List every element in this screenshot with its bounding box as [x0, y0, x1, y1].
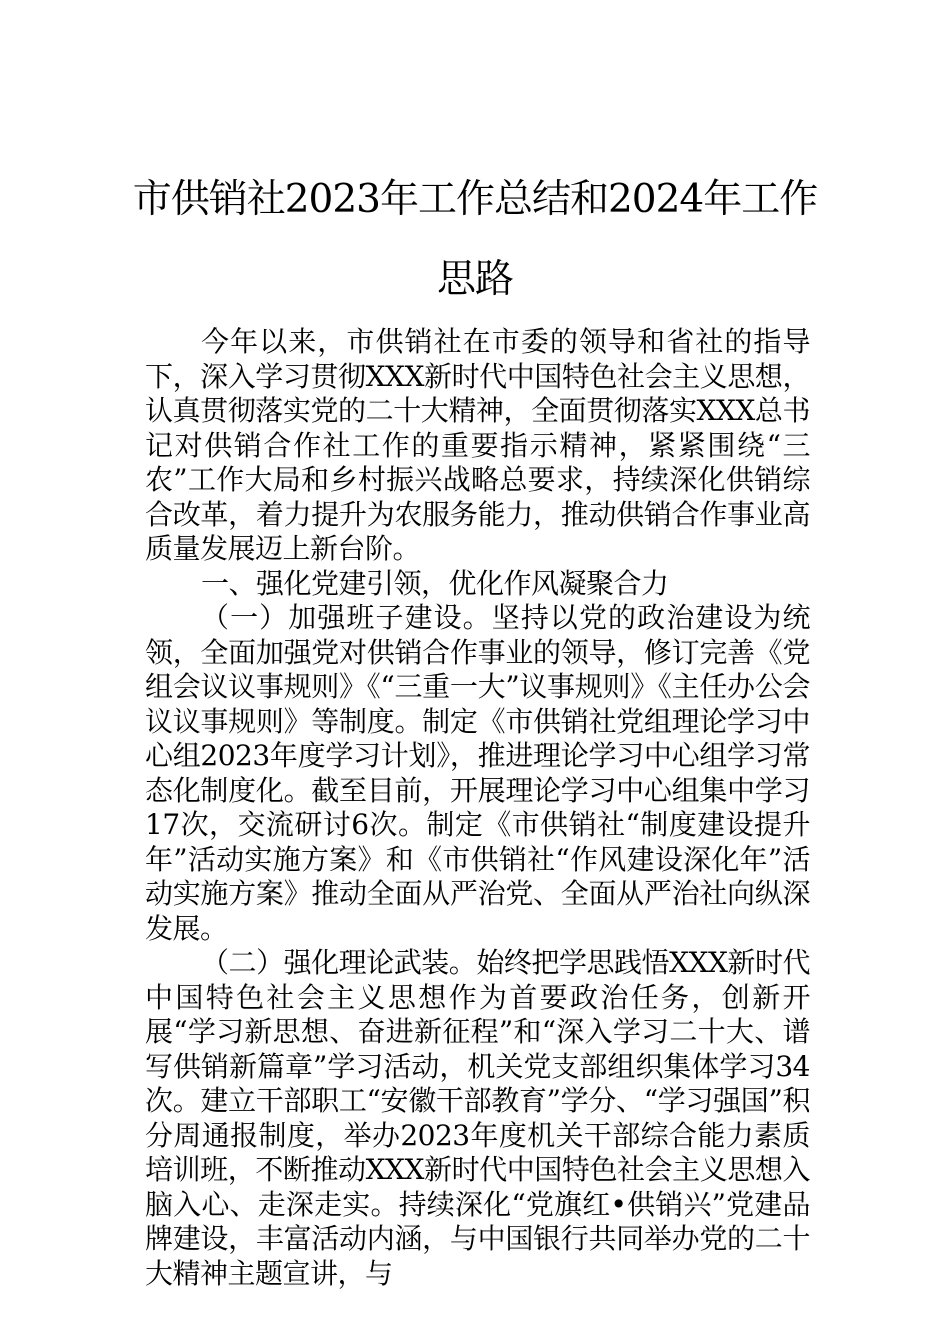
document-title: 市供销社2023年工作总结和2024年工作思路: [132, 177, 818, 302]
document-body: [145, 325, 810, 1291]
item-1-paragraph: （一）加强班子建设。坚持以党的政治建设为统领，全面加强党对供销合作事业的领导，修订完善《党组会议议事规则》《“三重一大”议事规则》《主任办公会议议事规则》等制度。制定《市供销社党组理论学习中心组2023年度学习计划》，推进理论学习中心组学习常态化制度化。截至目前，开展理论学习中心组集中学习17次，交流研讨6次。制定《市供销社“制度建设提升年”活动实施方案》和《市供销社“作风建设深化年”活动实施方案》推动全面从严治党、全面从严治社向纵深发展。: [145, 601, 810, 945]
section-heading: 一、强化党建引领，优化作风凝聚合力: [201, 566, 669, 600]
intro-paragraph: 今年以来，市供销社在市委的领导和省社的指导下，深入学习贯彻XXX新时代中国特色社会主义思想，认真贯彻落实党的二十大精神，全面贯彻落实XXX总书记对供销合作社工作的重要指示精神，紧紧围绕“三农”工作大局和乡村振兴战略总要求，持续深化供销综合改革，着力提升为农服务能力，推动供销合作事业高质量发展迈上新台阶。: [145, 325, 810, 565]
item-2-paragraph: （二）强化理论武装。始终把学思践悟XXX新时代中国特色社会主义思想作为首要政治任务，创新开展“学习新思想、奋进新征程”和“深入学习二十大、谱写供销新篇章”学习活动，机关党支部组织集体学习34次。建立干部职工“安徽干部教育”学分、“学习强国”积分周通报制度，举办2023年度机关干部综合能力素质培训班，不断推动XXX新时代中国特色社会主义思想入脑入心、走深走实。持续深化“党旗红•供销兴”党建品牌建设，丰富活动内涵，与中国银行共同举办党的二十大精神主题宣讲，与: [145, 946, 810, 1290]
